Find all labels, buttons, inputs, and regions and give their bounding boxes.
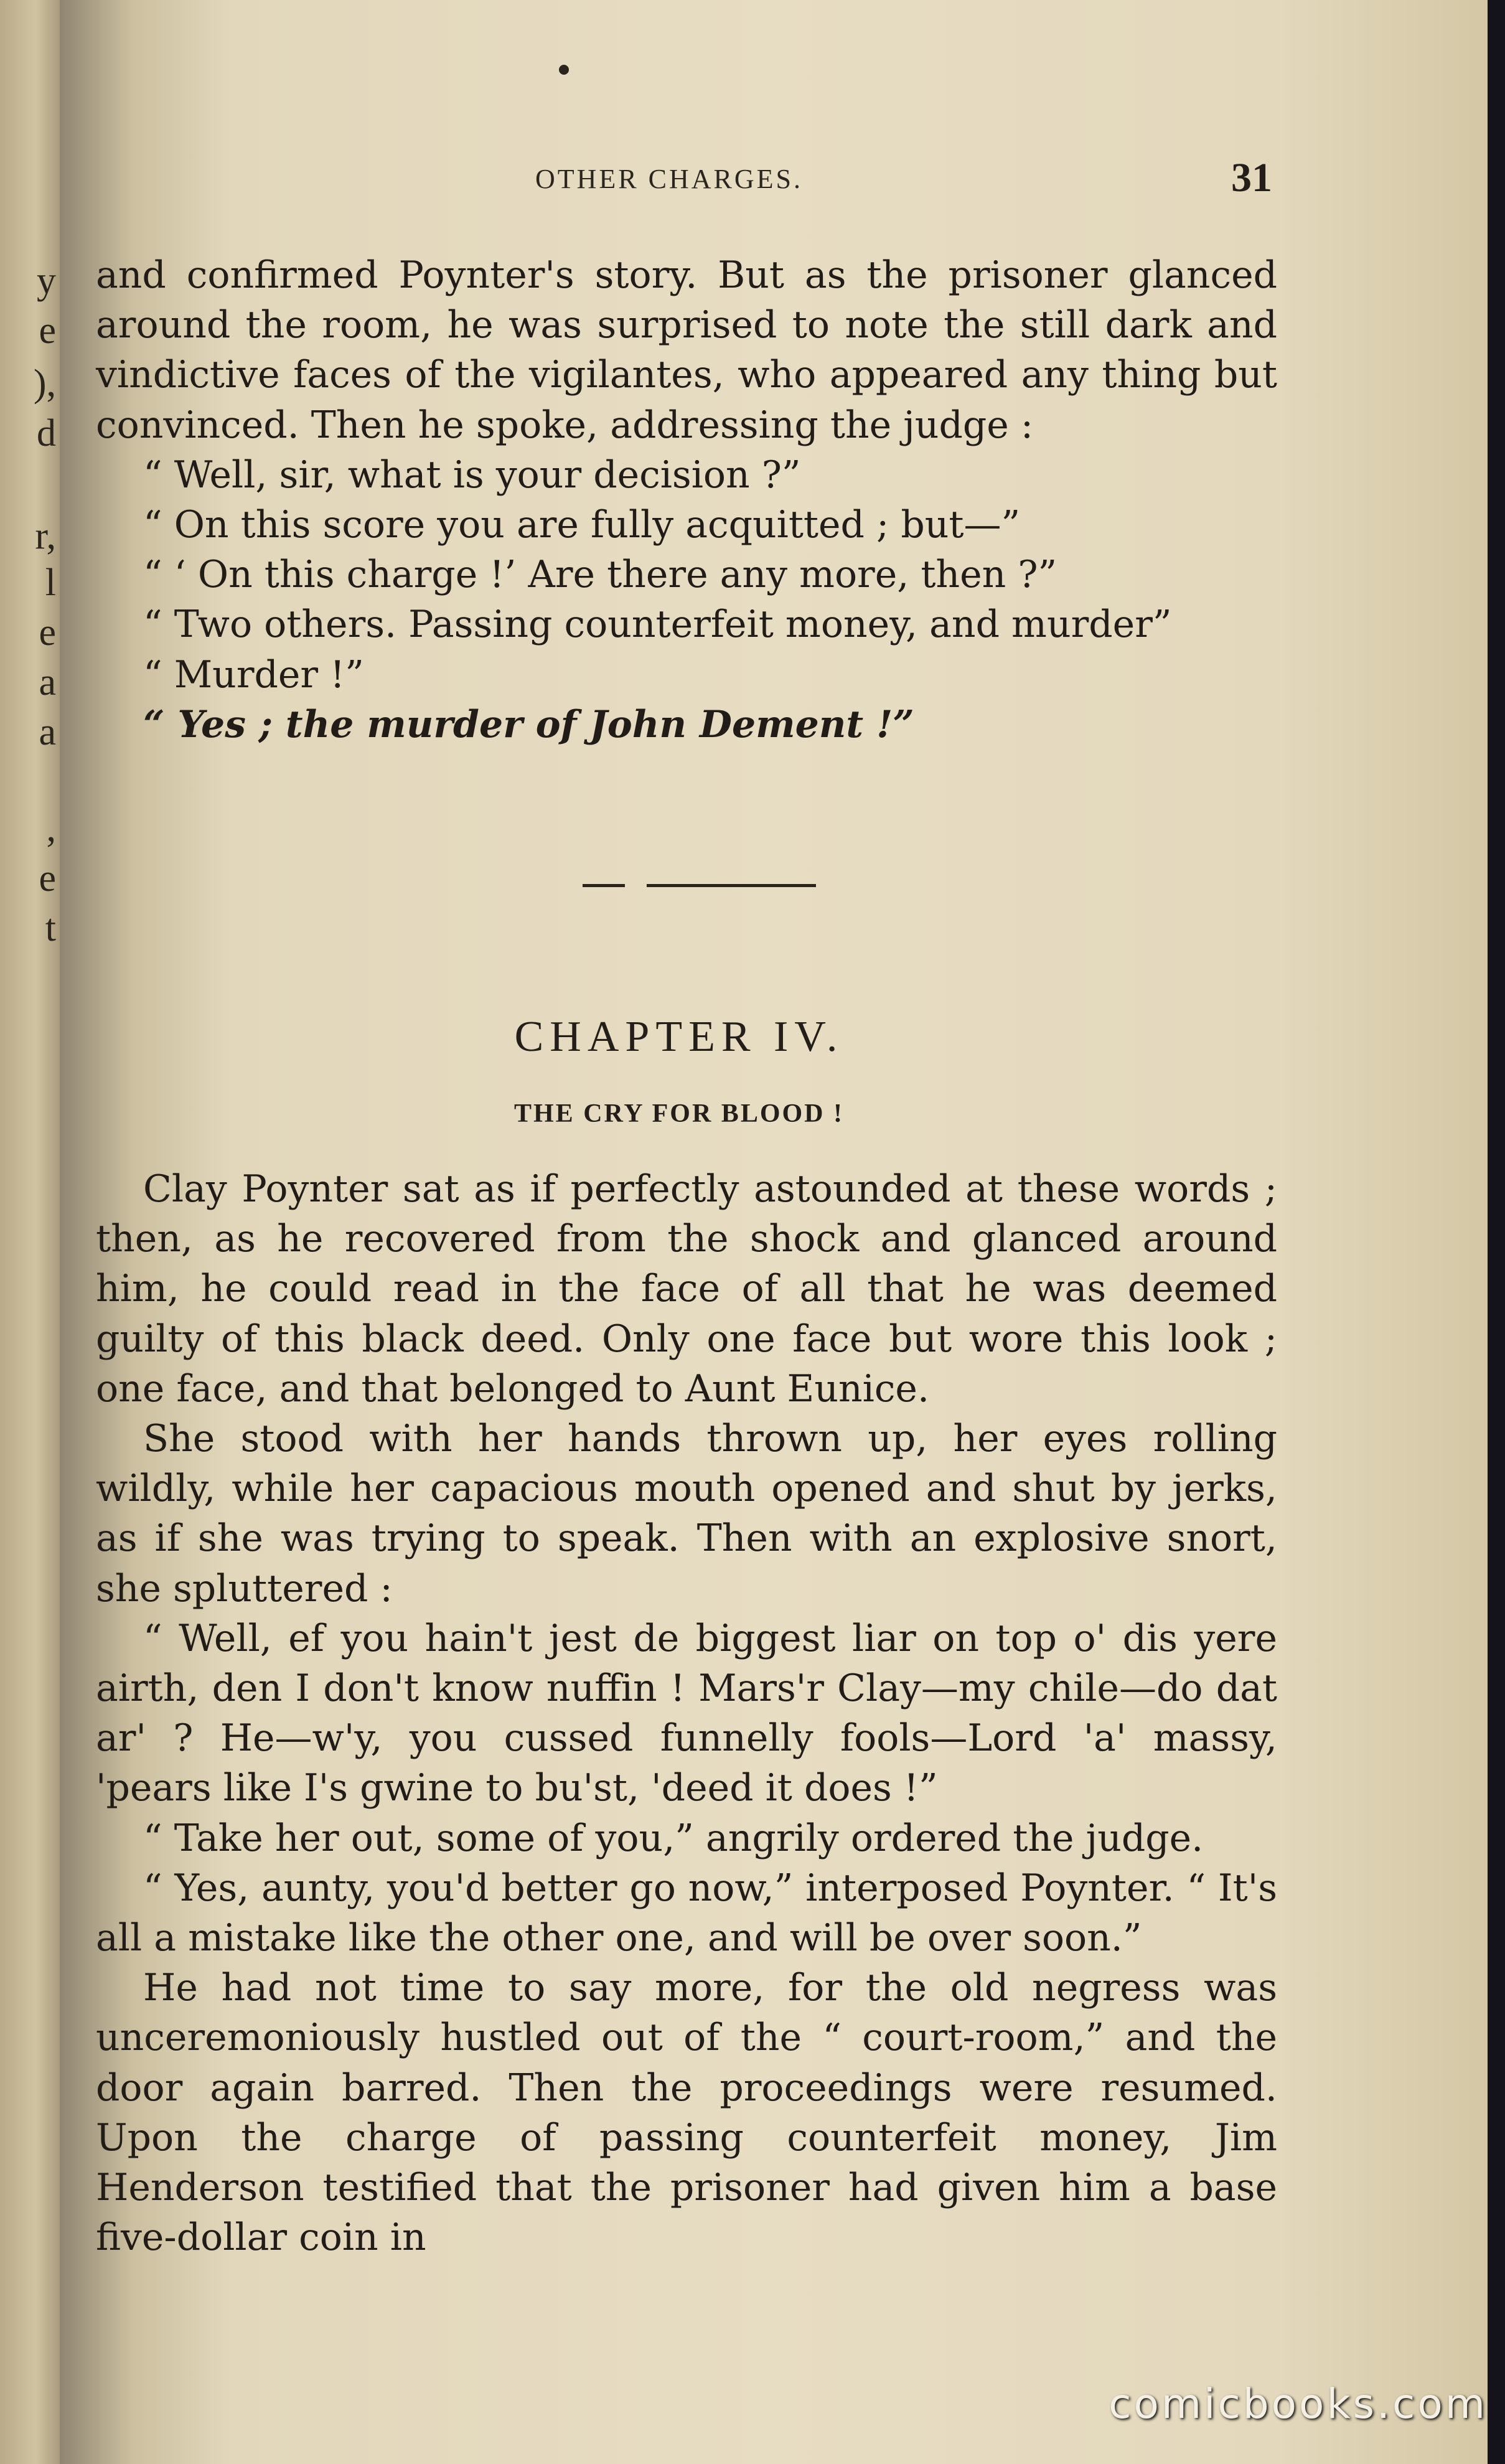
dialogue-line: “ Two others. Passing counterfeit money, and murder” xyxy=(143,603,1172,647)
paragraph: and confirmed Poynter's story. But as the prisoner glanced around the room, he was surprised to note the still dark and vindictive faces of the vigilantes, who appeared any thing but convinced. Then he spoke, addressing the judge : xyxy=(96,253,1277,447)
paragraph: She stood with her hands thrown up, her eyes rolling wildly, while her capacious mouth opened and shut by jerks, as if she was trying to speak. Then with an explosive snort, she spluttered : xyxy=(96,1417,1277,1611)
dialogue-line: “ Yes ; the murder of John Dement !” xyxy=(143,702,914,746)
dialogue-line: “ Well, sir, what is your decision ?” xyxy=(143,453,801,497)
left-page-fragment: e xyxy=(39,857,56,900)
left-page-fragment: e xyxy=(39,309,56,352)
left-page-fragment: a xyxy=(39,711,56,753)
divider-long-rule xyxy=(647,884,816,887)
paragraph: “ Yes, aunty, you'd better go now,” interposed Poynter. “ It's all a mistake like the other one, and will be over soon.” xyxy=(96,1866,1277,1960)
body-text-top xyxy=(96,250,1277,750)
dialogue-line: “ On this score you are fully acquitted ; but—” xyxy=(143,503,1021,547)
paragraph: “ Well, ef you hain't jest de biggest liar on top o' dis yere airth, den I don't know nuffin ! Mars'r Clay—my chile—do dat ar' ? He—w'y, you cussed funnelly fools—Lord 'a' massy, 'pears like I's gwine to bu'st, 'deed it does !” xyxy=(96,1616,1277,1810)
paragraph: “ Take her out, some of you,” angrily ordered the judge. xyxy=(143,1816,1204,1860)
left-page-fragment: , xyxy=(46,807,56,850)
left-page-fragment: ), xyxy=(33,362,56,405)
watermark: comicbooks.com xyxy=(1109,2380,1488,2428)
left-page-fragment: y xyxy=(37,260,56,302)
page-dot-mark xyxy=(559,65,569,75)
chapter-subtitle: THE CRY FOR BLOOD ! xyxy=(514,1099,844,1128)
chapter-title: CHAPTER IV. xyxy=(514,1013,844,1061)
left-page-fragment: e xyxy=(39,611,56,654)
dialogue-line: “ ‘ On this charge !’ Are there any more, then ?” xyxy=(143,553,1057,597)
divider-short-rule xyxy=(583,884,625,887)
left-page-fragment: t xyxy=(45,907,56,949)
left-page-fragment: r, xyxy=(35,515,56,557)
left-page-fragment: l xyxy=(45,562,56,604)
section-divider xyxy=(583,884,894,890)
dialogue-line: “ Murder !” xyxy=(143,652,364,697)
running-head: OTHER CHARGES. xyxy=(535,164,804,194)
paragraph: He had not time to say more, for the old negress was unceremoniously hustled out of the “ court-room,” and the door again barred. Then the proceedings were resumed. Upon the charge of passing counterfeit money, Jim Henderson testified that the prisoner had given him a base five-dollar coin in xyxy=(96,1966,1277,2260)
body-text-chapter xyxy=(96,1164,1277,2262)
left-page-fragment: a xyxy=(39,661,56,703)
left-page-edge xyxy=(0,0,60,2464)
paragraph: Clay Poynter sat as if perfectly astounded at these words ; then, as he recovered from the shock and glanced around him, he could read in the face of all that he was deemed guilty of this black deed. Only one face but wore this look ; one face, and that belonged to Aunt Eunice. xyxy=(96,1167,1277,1411)
left-page-fragment: d xyxy=(37,412,56,454)
book-page xyxy=(60,0,1488,2464)
page-number: 31 xyxy=(1231,155,1272,200)
right-dark-edge xyxy=(1488,0,1505,2464)
